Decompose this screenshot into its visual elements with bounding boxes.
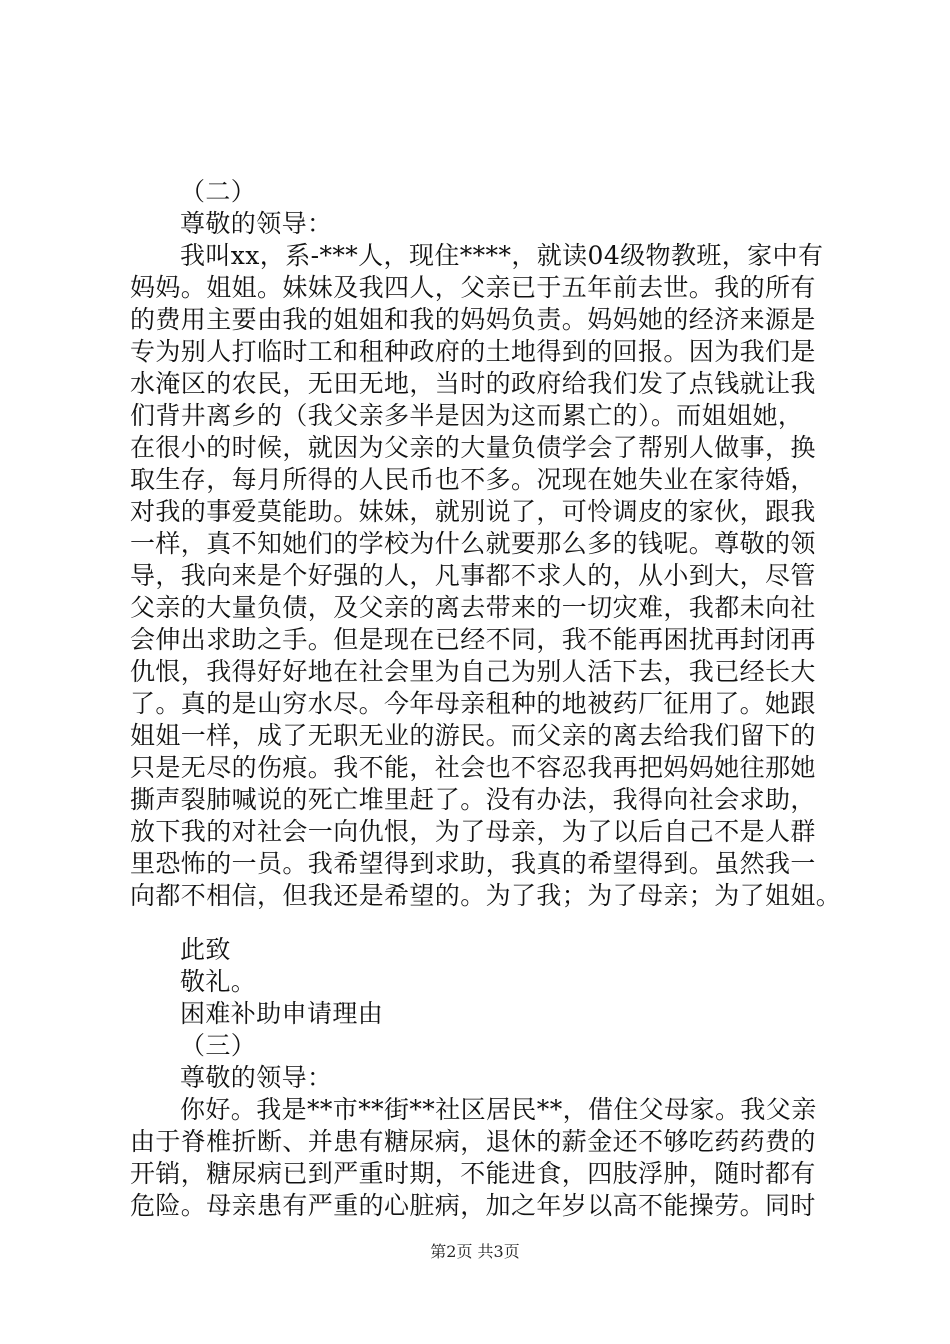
paragraph-line: 向都不相信，但我还是希望的。为了我；为了母亲；为了姐姐。 xyxy=(130,881,842,910)
paragraph-line: 只是无尽的伤痕。我不能，社会也不容忍我再把妈妈她往那她 xyxy=(130,753,816,782)
paragraph-line: 在很小的时候，就因为父亲的大量负债学会了帮别人做事，换 xyxy=(130,433,816,462)
closing-greeting: 敬礼。 xyxy=(180,967,257,996)
paragraph-line: 取生存，每月所得的人民币也不多。况现在她失业在家待婚， xyxy=(130,465,816,494)
paragraph-line: 父亲的大量负债，及父亲的离去带来的一切灾难，我都未向社 xyxy=(130,593,816,622)
paragraph-line: 对我的事爱莫能助。妹妹，就别说了，可怜调皮的家伙，跟我 xyxy=(130,497,816,526)
page-number: 第2页 共3页 xyxy=(430,1242,520,1261)
section3-title: 困难补助申请理由 xyxy=(180,999,384,1028)
paragraph-line: 撕声裂肺喊说的死亡堆里赶了。没有办法，我得向社会求助， xyxy=(130,785,816,814)
paragraph-line: 会伸出求助之手。但是现在已经不同，我不能再困扰再封闭再 xyxy=(130,625,816,654)
paragraph-line: 了。真的是山穷水尽。今年母亲租种的地被药厂征用了。她跟 xyxy=(130,689,816,718)
paragraph-line: 我叫xx，系-***人，现住****，就读04级物教班，家中有 xyxy=(180,241,824,270)
paragraph-line: 由于脊椎折断、并患有糖尿病，退休的薪金还不够吃药药费的 xyxy=(130,1127,816,1156)
paragraph-line: 危险。母亲患有严重的心脏病，加之年岁以高不能操劳。同时 xyxy=(130,1191,816,1220)
paragraph-line: 导，我向来是个好强的人，凡事都不求人的，从小到大，尽管 xyxy=(130,561,816,590)
paragraph-line: 的费用主要由我的姐姐和我的妈妈负责。妈妈她的经济来源是 xyxy=(130,305,816,334)
paragraph-line: 们背井离乡的（我父亲多半是因为这而累亡的）。而姐姐她， xyxy=(130,401,804,430)
section3-salutation: 尊敬的领导： xyxy=(180,1063,333,1092)
paragraph-line: 妈妈。姐姐。妹妹及我四人，父亲已于五年前去世。我的所有 xyxy=(130,273,816,302)
closing-line: 此致 xyxy=(180,935,231,964)
paragraph-line: 姐姐一样，成了无职无业的游民。而父亲的离去给我们留下的 xyxy=(130,721,816,750)
section3-heading: （三） xyxy=(180,1031,257,1060)
paragraph-line: 放下我的对社会一向仇恨，为了母亲，为了以后自己不是人群 xyxy=(130,817,816,846)
paragraph-line: 开销，糖尿病已到严重时期，不能进食，四肢浮肿，随时都有 xyxy=(130,1159,816,1188)
paragraph-line: 专为别人打临时工和租种政府的土地得到的回报。因为我们是 xyxy=(130,337,816,366)
paragraph-line: 水淹区的农民，无田无地，当时的政府给我们发了点钱就让我 xyxy=(130,369,816,398)
paragraph-line: 你好。我是**市**街**社区居民**，借住父母家。我父亲 xyxy=(180,1095,817,1124)
section2-heading: （二） xyxy=(180,177,257,206)
paragraph-line: 里恐怖的一员。我希望得到求助，我真的希望得到。虽然我一 xyxy=(130,849,816,878)
section2-salutation: 尊敬的领导： xyxy=(180,209,333,238)
paragraph-line: 一样，真不知她们的学校为什么就要那么多的钱呢。尊敬的领 xyxy=(130,529,816,558)
paragraph-line: 仇恨，我得好好地在社会里为自己为别人活下去，我已经长大 xyxy=(130,657,816,686)
